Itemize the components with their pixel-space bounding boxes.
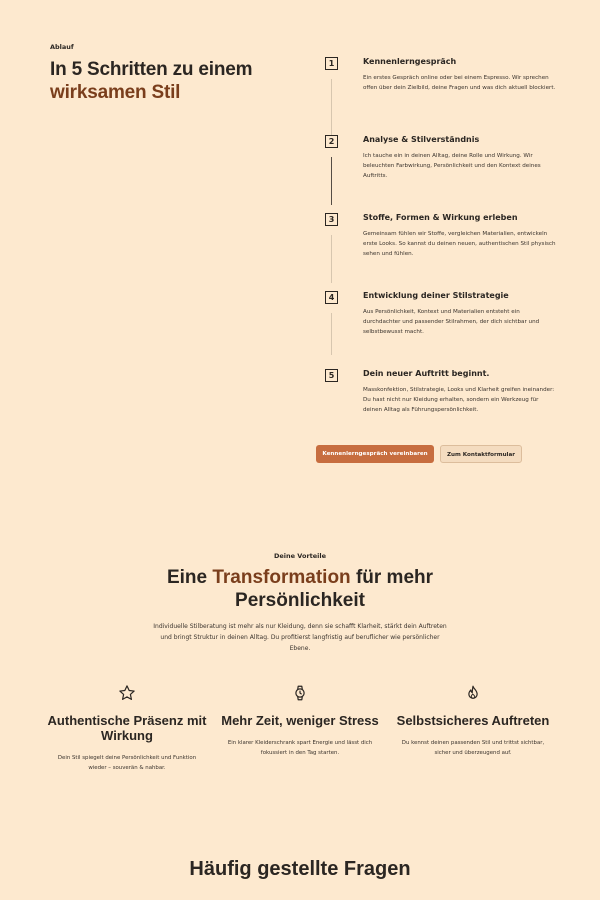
title-accent: Transformation [212,567,351,588]
flame-icon [464,684,482,702]
step-number: 5 [325,369,338,382]
step-number: 3 [325,213,338,226]
headline-accent: wirksamen Stil [50,82,181,103]
step-divider [331,157,332,205]
step-number: 4 [325,291,338,304]
title-post: für mehr Persönlichkeit [235,567,434,611]
card-text: Ein klarer Kleiderschrank spart Energie und lässt dich fokussiert in den Tag starten. [227,740,373,756]
step-divider [331,79,332,135]
step-title: Stoffe, Formen & Wirkung erleben [363,213,518,222]
card-text: Dein Stil spiegelt deine Persönlichkeit und Funktion wieder – souverän & nahbar. [57,755,197,771]
benefits-intro: Individuelle Stilberatung ist mehr als nur Kleidung, denn sie schafft Klarheit, stärkt dein Auftreten und bringt Struktur in deinen Alltag. Du profitierst langfristig auf beruflicher wie persönlicher Ebene. [153,623,447,652]
benefit-card [47,684,207,773]
step-text: Aus Persönlichkeit, Kontext und Materialien entsteht ein durchdachter und passender Stilrahmen, der dich sichtbar und selbstbewusst macht. [363,309,540,335]
benefit-card [220,684,380,758]
step-text: Masskonfektion, Stilstrategie, Looks und Klarheit greifen ineinander: Du hast nicht nur Kleidung erhalten, sondern ein Werkzeug für deinen Alltag als Führungspersönlichkeit. [363,387,555,413]
benefits-eyebrow: Deine Vorteile [273,552,327,560]
step-text: Gemeinsam fühlen wir Stoffe, vergleichen Materialien, entwickeln erste Looks. So kannst du deinen neuen, authentischen Stil physisch sehen und fühlen. [363,231,556,257]
step-title: Kennenlerngespräch [363,57,457,66]
step-text: Ich tauche ein in deinen Alltag, deine Rolle und Wirkung. Wir beleuchten Farbwirkung, Persönlichkeit und den Kontext deines Auftritts. [363,153,541,179]
contact-form-button[interactable]: Zum Kontaktformular [440,445,522,463]
headline-plain: In 5 Schritten zu einem [50,59,253,80]
card-text: Du kennst deinen passenden Stil und trittst sichtbar, sicher und überzeugend auf. [401,740,545,756]
benefit-card [393,684,553,758]
step-title: Dein neuer Auftritt beginnt. [363,369,490,378]
card-title: Authentische Präsenz mit Wirkung [47,713,207,743]
step-number: 2 [325,135,338,148]
watch-icon [291,684,309,702]
benefits-title [100,566,500,612]
step-number: 1 [325,57,338,70]
card-title: Mehr Zeit, weniger Stress [221,713,379,728]
faq-title: Häufig gestellte Fragen [189,858,411,880]
step-title: Entwicklung deiner Stilstrategie [363,291,509,300]
book-call-button[interactable]: Kennenlerngespräch vereinbaren [316,445,434,463]
step-text: Ein erstes Gespräch online oder bei einem Espresso. Wir sprechen offen über dein Zielbild, deine Fragen und was dich aktuell blockiert. [363,75,556,91]
star-icon [118,684,136,702]
title-pre: Eine [166,567,213,588]
step-divider [331,313,332,355]
process-eyebrow: Ablauf [50,43,74,51]
card-title: Selbstsicheres Auftreten [396,713,550,728]
step-title: Analyse & Stilverständnis [363,135,480,144]
process-headline [50,58,300,104]
step-divider [331,235,332,283]
